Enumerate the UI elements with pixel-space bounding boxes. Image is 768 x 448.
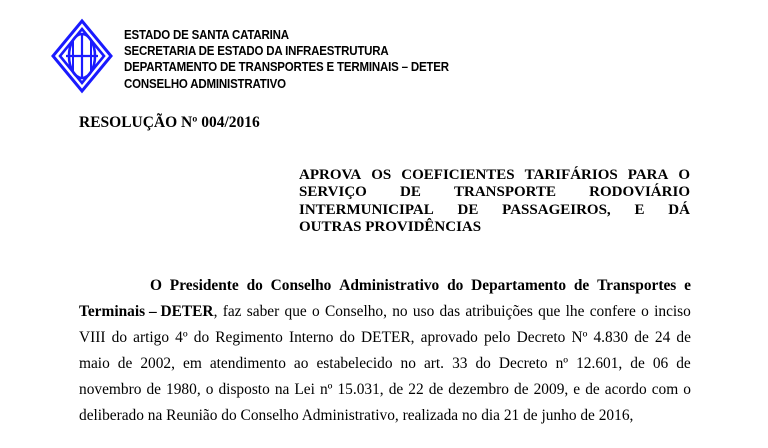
paragraph-word: de bbox=[676, 355, 691, 372]
paragraph-line bbox=[79, 273, 691, 299]
paragraph-word: 1980, bbox=[166, 381, 201, 398]
paragraph-word: de bbox=[585, 381, 600, 398]
deter-logo-icon bbox=[50, 18, 114, 94]
paragraph-word: 15.031, bbox=[337, 381, 384, 398]
paragraph-word: Nº bbox=[571, 329, 588, 346]
letterhead-state: ESTADO DE SANTA CATARINA bbox=[124, 28, 289, 42]
resolution-number: RESOLUÇÃO Nº 004/2016 bbox=[79, 114, 260, 131]
paragraph-word: lhe bbox=[565, 303, 585, 320]
summary-line bbox=[299, 184, 690, 201]
paragraph-word: Regimento bbox=[215, 329, 283, 346]
paragraph-word: novembro bbox=[79, 381, 142, 398]
paragraph-word: na bbox=[274, 381, 290, 398]
paragraph-word: Conselho, bbox=[324, 303, 387, 320]
summary-line: OUTRAS PROVIDÊNCIAS bbox=[299, 219, 482, 236]
paragraph-line bbox=[79, 299, 691, 325]
paragraph-word: com bbox=[651, 381, 679, 398]
paragraph-word: VIII bbox=[79, 329, 106, 346]
paragraph-word: saber bbox=[246, 303, 280, 320]
paragraph-word: Lei bbox=[294, 381, 315, 398]
summary-word: SERVIÇO bbox=[299, 184, 367, 201]
paragraph-word: em bbox=[183, 355, 202, 372]
paragraph-word: de bbox=[676, 329, 691, 346]
summary-word: DE bbox=[399, 184, 421, 201]
paragraph-word: o bbox=[683, 381, 691, 398]
paragraph-word: que bbox=[284, 303, 307, 320]
paragraph-word: disposto bbox=[218, 381, 270, 398]
summary-word: APROVA bbox=[299, 167, 362, 183]
paragraph-word: 4.830 bbox=[593, 329, 629, 346]
paragraph-line bbox=[79, 377, 691, 403]
paragraph-word: do bbox=[193, 329, 210, 346]
paragraph-word: maio bbox=[79, 355, 110, 372]
summary-word: OS bbox=[371, 167, 392, 183]
paragraph-word: Decreto bbox=[498, 355, 548, 372]
paragraph-line: deliberado na Reunião do Conselho Administrativo, realizada no dia 21 de junho de 2016, bbox=[79, 407, 634, 424]
paragraph-word: 2009, bbox=[533, 381, 569, 398]
paragraph-line bbox=[79, 351, 691, 377]
paragraph-word: 22 bbox=[408, 381, 424, 398]
summary-word: INTERMUNICIPAL bbox=[299, 201, 434, 218]
paragraph-word: 4º bbox=[175, 329, 188, 346]
paragraph-word: 06 bbox=[652, 355, 669, 372]
paragraph-word: de bbox=[146, 381, 161, 398]
summary-word: O bbox=[678, 167, 690, 183]
summary-word: PARA bbox=[627, 167, 669, 183]
paragraph-word: o bbox=[205, 381, 214, 398]
paragraph-word: Interno bbox=[288, 329, 334, 346]
preamble-paragraph bbox=[79, 273, 691, 429]
paragraph-word: que bbox=[538, 303, 561, 320]
paragraph-word: de bbox=[428, 381, 444, 398]
paragraph-word: nº bbox=[319, 381, 333, 398]
paragraph-word: de bbox=[573, 277, 590, 294]
paragraph-word: dezembro bbox=[448, 381, 509, 398]
paragraph-word: 2002, bbox=[140, 355, 175, 372]
paragraph-word: ao bbox=[293, 355, 309, 372]
paragraph-word: atendimento bbox=[209, 355, 286, 372]
paragraph-word: confere bbox=[589, 303, 636, 320]
paragraph-word: de bbox=[388, 381, 404, 398]
paragraph-word: 12.601, bbox=[576, 355, 623, 372]
summary-line bbox=[299, 202, 690, 219]
paragraph-word: no bbox=[400, 355, 416, 372]
paragraph-word: e bbox=[684, 277, 691, 294]
summary-word: DE bbox=[457, 201, 479, 218]
paragraph-word: 33 bbox=[452, 355, 468, 372]
summary-word: COEFICIENTES bbox=[401, 167, 515, 183]
paragraph-word: art. bbox=[423, 355, 445, 372]
paragraph-word: Terminais – DETER, bbox=[79, 303, 218, 320]
paragraph-word: pelo bbox=[484, 329, 511, 346]
paragraph-word: atribuições bbox=[465, 303, 533, 320]
paragraph-word: acordo bbox=[604, 381, 647, 398]
letterhead-department: DEPARTAMENTO DE TRANSPORTES E TERMINAIS – DETER bbox=[124, 60, 449, 75]
deter-bold-name: Terminais – DETER bbox=[79, 303, 214, 320]
summary-word: DÁ bbox=[668, 201, 690, 218]
paragraph-word: do bbox=[475, 355, 491, 372]
paragraph-word: Administrativo bbox=[339, 277, 440, 294]
paragraph-word: de bbox=[634, 329, 649, 346]
summary-word: TARIFÁRIOS bbox=[524, 167, 618, 183]
paragraph-word: do bbox=[111, 329, 128, 346]
paragraph-word: inciso bbox=[654, 303, 691, 320]
paragraph-word: do bbox=[447, 277, 464, 294]
paragraph-word: O bbox=[150, 277, 162, 294]
paragraph-word: 24 bbox=[654, 329, 671, 346]
paragraph-word: do bbox=[339, 329, 355, 346]
paragraph-word: o bbox=[641, 303, 649, 320]
summary-word: RODOVIÁRIO bbox=[589, 184, 690, 201]
paragraph-word: Conselho bbox=[270, 277, 332, 294]
summary-word: E bbox=[634, 201, 645, 218]
paragraph-word: de bbox=[117, 355, 133, 372]
summary-word: PASSAGEIROS, bbox=[502, 201, 611, 218]
paragraph-word: Decreto bbox=[516, 329, 566, 346]
paragraph-word: DETER, bbox=[361, 329, 415, 346]
paragraph-word: aprovado bbox=[420, 329, 478, 346]
resolution-summary bbox=[299, 167, 690, 237]
paragraph-line bbox=[79, 325, 691, 351]
paragraph-word: e bbox=[573, 381, 581, 398]
letterhead-secretariat: SECRETARIA DE ESTADO DA INFRAESTRUTURA bbox=[124, 44, 389, 59]
letterhead-council: CONSELHO ADMINISTRATIVO bbox=[124, 76, 286, 91]
paragraph-word: de bbox=[514, 381, 529, 398]
paragraph-word: faz bbox=[222, 303, 242, 320]
paragraph-word: do bbox=[246, 277, 263, 294]
paragraph-word: no bbox=[392, 303, 408, 320]
paragraph-word: das bbox=[439, 303, 461, 320]
paragraph-word: uso bbox=[412, 303, 435, 320]
paragraph-word: o bbox=[312, 303, 320, 320]
paragraph-word: estabelecido bbox=[316, 355, 393, 372]
paragraph-word: de bbox=[630, 355, 645, 372]
letterhead bbox=[124, 27, 477, 92]
paragraph-word: Departamento bbox=[471, 277, 567, 294]
summary-word: TRANSPORTE bbox=[453, 184, 556, 201]
paragraph-word: Presidente bbox=[169, 277, 239, 294]
summary-line bbox=[299, 167, 690, 184]
paragraph-word: artigo bbox=[133, 329, 170, 346]
paragraph-word: nº bbox=[555, 355, 569, 372]
paragraph-word: Transportes bbox=[597, 277, 677, 294]
